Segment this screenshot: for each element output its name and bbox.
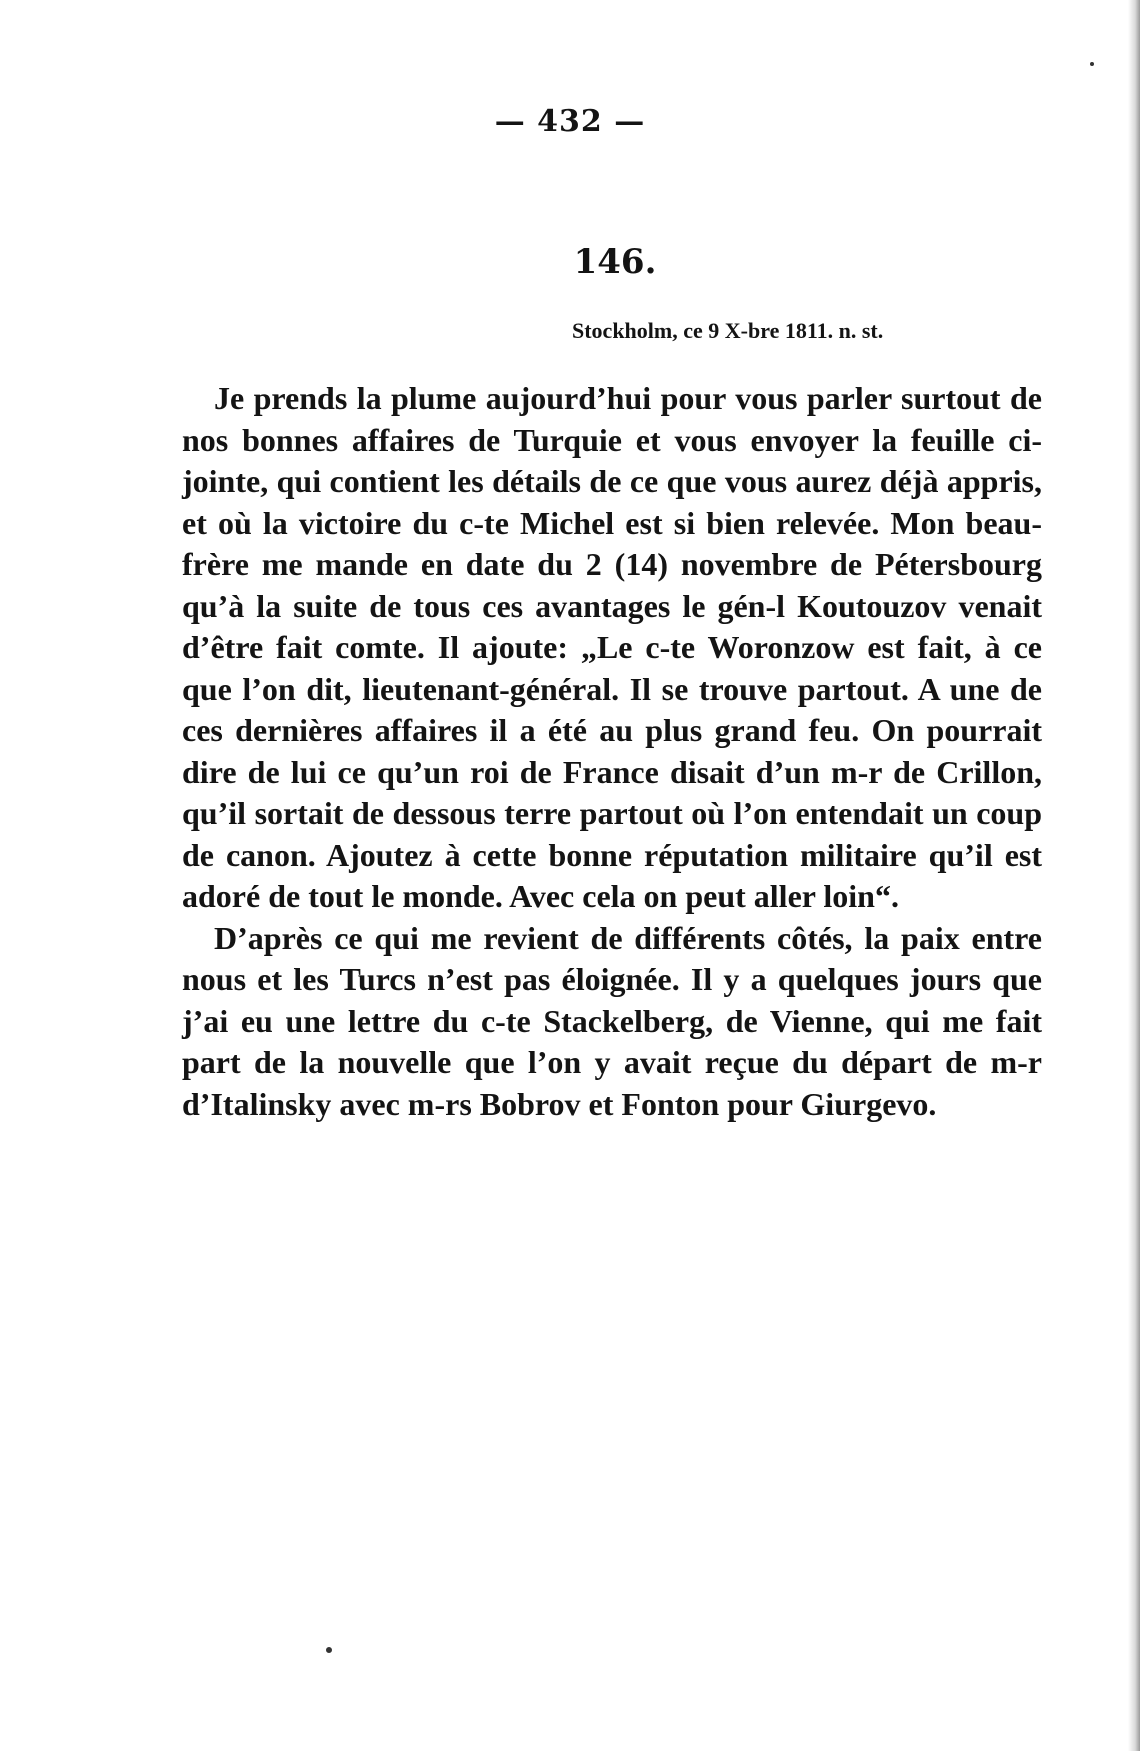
letter-dateline: Stockholm, ce 9 X-bre 1811. n. st. (572, 318, 884, 343)
page-number: — 432 — (494, 104, 646, 139)
print-speck (326, 1647, 332, 1653)
paragraph-1: Je prends la plume aujourd’hui pour vous parler surtout de nos bonnes affaires de Turquie et vous envoyer la feuille ci-jointe, qui contient les détails de ce que vous aurez déjà appris, et où la victoire du c-te Michel est si bien relevée. Mon beau-frère me mande en date du 2 (14) novembre de Pétersbourg qu’à la suite de tous ces avantages le gén-l Koutouzov venait d’être fait comte. Il ajoute: „Le c-te Woronzow est fait, à ce que l’on dit, lieutenant-général. Il se trouve partout. A une de ces dernières affaires il a été au plus grand feu. On pourrait dire de lui ce qu’un roi de France disait d’un m-r de Crillon, qu’il sortait de dessous terre partout où l’on entendait un coup de canon. Ajoutez à cette bonne réputation militaire qu’il est adoré de tout le monde. Avec cela on peut aller loin“. (182, 380, 1042, 914)
letter-number: 146. (573, 242, 657, 282)
letter-body (182, 378, 1042, 1125)
paragraph-2: D’après ce qui me revient de différents côtés, la paix entre nous et les Turcs n’est pas éloignée. Il y a quelques jours que j’ai eu une lettre du c-te Stackelberg, de Vienne, qui me fait part de la nouvelle que l’on y avait reçue du départ de m-r d’Italinsky avec m-rs Bobrov et Fonton pour Giurgevo. (182, 919, 1042, 1122)
print-speck (1090, 62, 1094, 66)
